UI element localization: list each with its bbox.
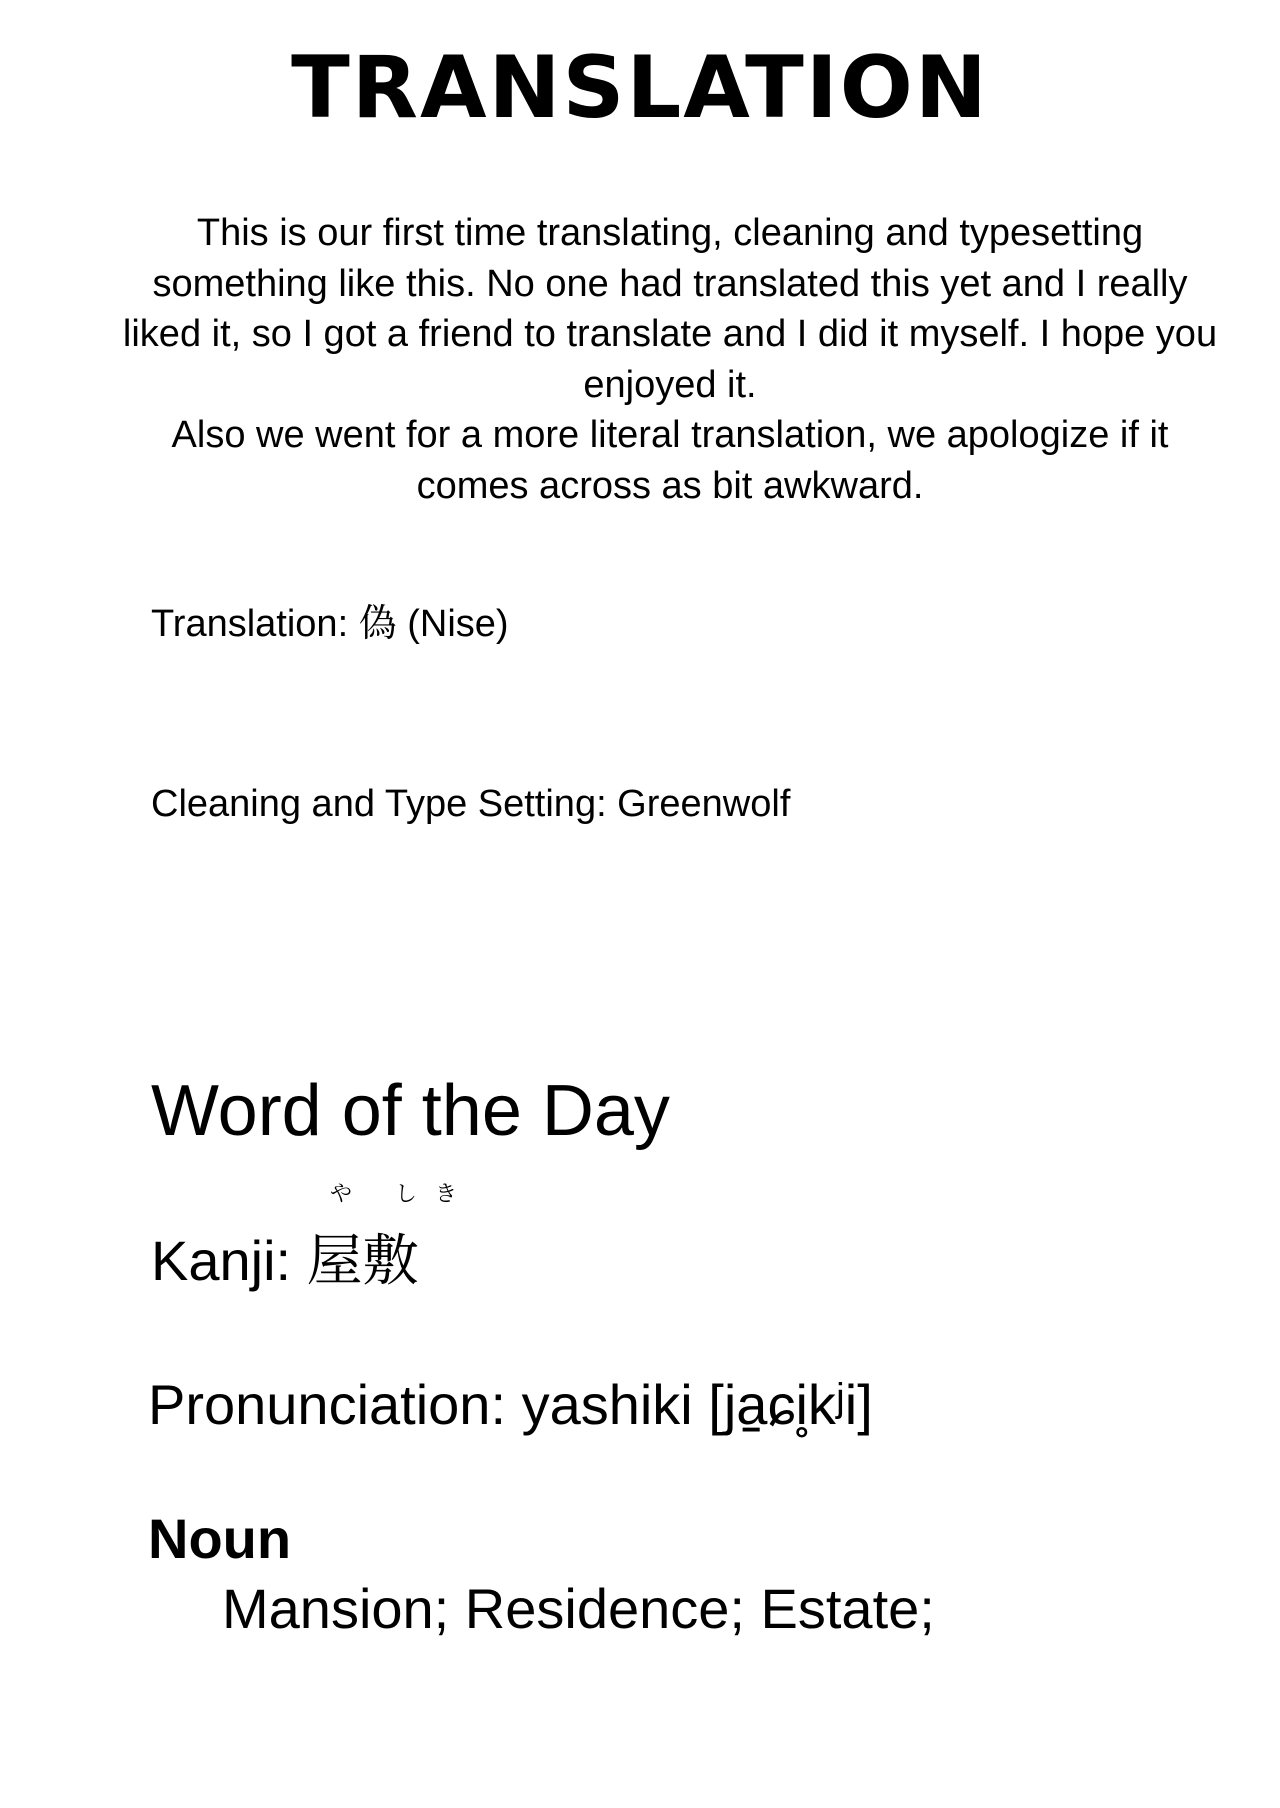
furigana-reading: や しき <box>330 1182 475 1207</box>
pronunciation-line <box>148 1372 873 1438</box>
intro-paragraph: This is our first time translating, cleaning and typesetting something like this. No one had translated this yet and I really liked it, so I got a friend to translate and I did it myself. I hope you enjoyed it. <box>122 212 1218 406</box>
word-meaning: Mansion; Residence; Estate; <box>222 1577 935 1640</box>
intro-paragraph: Also we went for a more literal translation, we apologize if it comes across as bit awkward. <box>171 414 1169 507</box>
part-of-speech: Noun <box>148 1507 292 1570</box>
kanji-label: Kanji: <box>151 1229 307 1292</box>
kanji-line <box>151 1228 419 1294</box>
pronunciation-label: Pronunciation: <box>148 1373 522 1436</box>
word-of-the-day-heading: Word of the Day <box>151 1071 670 1151</box>
cleaning-credit: Cleaning and Type Setting: Greenwolf <box>151 783 791 825</box>
translation-credit: Translation: 偽 (Nise) <box>151 603 509 645</box>
kanji-word: 屋敷 <box>306 1229 419 1292</box>
intro-text <box>120 208 1220 511</box>
page-title: TRANSLATION <box>291 38 989 138</box>
pronunciation-value: yashiki [ja̠ɕi̥kʲi] <box>521 1373 873 1436</box>
